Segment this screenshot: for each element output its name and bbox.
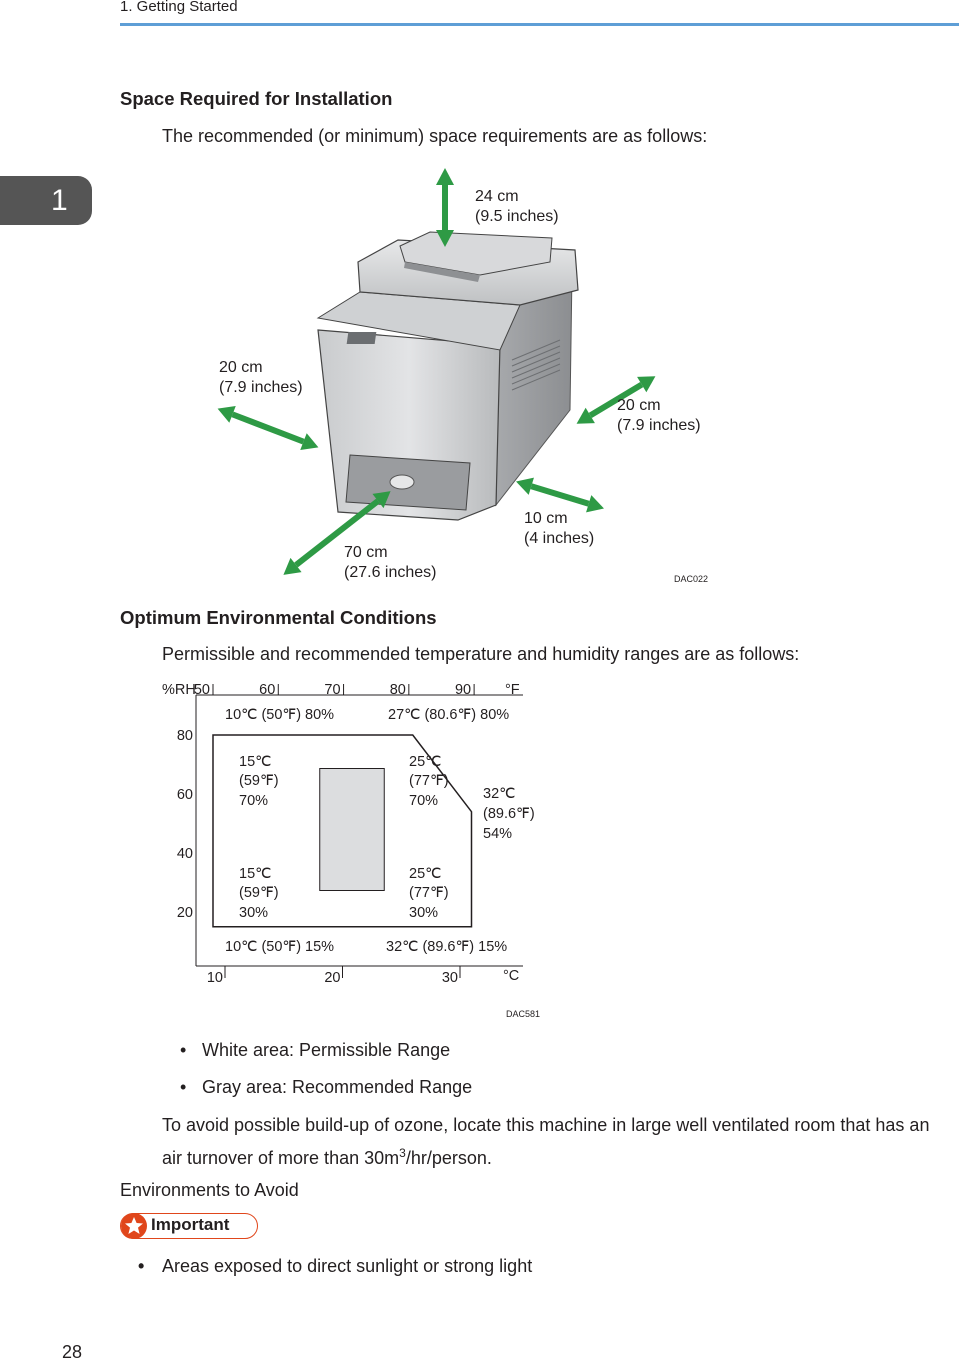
label-right-rh: 54%: [483, 826, 513, 842]
label-front-cm: 70 cm: [344, 544, 388, 561]
page-number: 28: [62, 1342, 83, 1362]
label-back-cm: 10 cm: [524, 510, 568, 527]
left-tick-label-40: 40: [176, 846, 193, 862]
label-right-cm: 20 cm: [617, 397, 661, 414]
ozone-line1: To avoid possible build-up of ozone, locate this machine in large well ventilated room that has an: [162, 1115, 930, 1135]
rec-bl-c: 15℃: [239, 866, 272, 882]
bottom-tick-label-10: 10: [206, 970, 223, 986]
rh-axis-label: %RH: [162, 682, 196, 698]
top-tick-label-90: 90: [454, 682, 472, 698]
label-top-cm: 24 cm: [475, 188, 519, 205]
environment-intro: Permissible and recommended temperature and humidity ranges are as follows:: [162, 644, 800, 664]
label-corner-tl: 10℃ (50℉) 80%: [225, 707, 335, 723]
left-tick-label-80: 80: [176, 728, 193, 744]
rec-tl-rh: 70%: [239, 793, 269, 809]
label-corner-bl: 10℃ (50℉) 15%: [225, 939, 335, 955]
ozone-line2-pre: air turnover of more than 30m: [162, 1148, 400, 1168]
rec-br-rh: 30%: [409, 905, 439, 921]
label-right-f: (89.6℉): [483, 806, 535, 822]
rec-br-f: (77℉): [409, 885, 449, 901]
rec-bl-f: (59℉): [239, 885, 279, 901]
label-right-in: (7.9 inches): [617, 417, 701, 434]
rec-bl-rh: 30%: [239, 905, 269, 921]
header-rule: [120, 23, 959, 26]
label-back-in: (4 inches): [524, 530, 595, 547]
top-tick-label-70: 70: [324, 682, 341, 698]
rec-br-c: 25℃: [409, 866, 442, 882]
star-icon: [121, 1213, 147, 1239]
fahrenheit-unit: °F: [505, 682, 520, 698]
ozone-line2-post: /hr/person.: [405, 1148, 492, 1168]
celsius-unit: °C: [503, 968, 520, 984]
rec-tl-c: 15℃: [239, 754, 272, 770]
rec-tr-f: (77℉): [409, 773, 449, 789]
important-badge: [120, 1213, 258, 1239]
rec-tl-f: (59℉): [239, 773, 279, 789]
ozone-superscript: 3: [399, 1146, 406, 1160]
space-intro: The recommended (or minimum) space requirements are as follows:: [162, 126, 708, 146]
label-corner-tr: 27℃ (80.6℉) 80%: [388, 707, 510, 723]
recommended-area: [320, 769, 385, 891]
chapter-tab: [0, 176, 92, 225]
label-corner-br: 32℃ (89.6℉) 15%: [386, 939, 508, 955]
running-header: 1. Getting Started: [120, 0, 238, 15]
bottom-tick-label-20: 20: [324, 970, 341, 986]
rec-tr-c: 25℃: [409, 754, 442, 770]
ozone-paragraph: [162, 1111, 952, 1172]
left-tick-label-60: 60: [176, 787, 193, 803]
printer-illustration: [318, 232, 578, 520]
label-left-in: (7.9 inches): [219, 379, 303, 396]
top-ticks: [194, 682, 474, 698]
top-tick-label-60: 60: [259, 682, 276, 698]
label-front-in: (27.6 inches): [344, 564, 437, 581]
bottom-ticks: [207, 966, 460, 986]
chapter-number: 1: [51, 184, 68, 217]
label-left-cm: 20 cm: [219, 359, 263, 376]
section-heading-avoid: Environments to Avoid: [120, 1180, 299, 1200]
left-ticks: [177, 728, 193, 921]
environment-chart: [150, 672, 550, 1024]
left-tick-label-20: 20: [176, 905, 193, 921]
section-heading-environment: Optimum Environmental Conditions: [120, 607, 437, 628]
arrow-left: [214, 400, 321, 456]
chart-code: DAC581: [506, 1009, 541, 1019]
installation-space-figure: [200, 165, 720, 590]
top-tick-label-80: 80: [389, 682, 406, 698]
rec-tr-rh: 70%: [409, 793, 439, 809]
top-tick-label-50: 50: [193, 682, 210, 698]
important-label: Important: [151, 1215, 230, 1234]
figure-code: DAC022: [674, 574, 709, 584]
section-heading-space: Space Required for Installation: [120, 88, 393, 109]
label-right-temp: 32℃: [483, 786, 516, 802]
bottom-tick-label-30: 30: [441, 970, 458, 986]
label-top-in: (9.5 inches): [475, 208, 559, 225]
